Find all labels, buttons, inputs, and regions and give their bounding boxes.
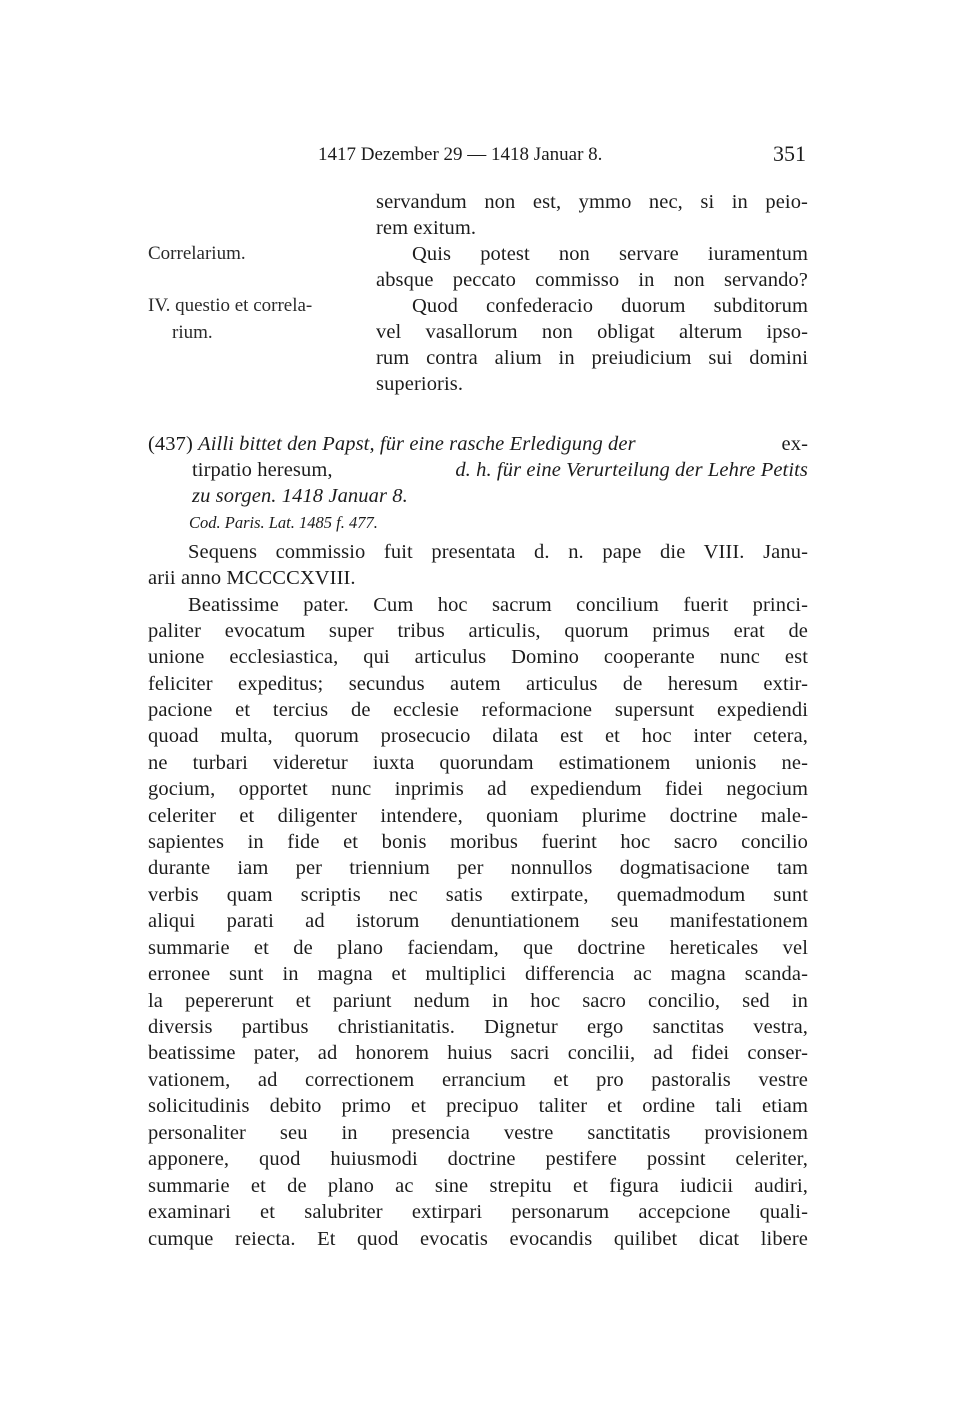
text-line: beatissime pater, ad honorem huius sacri concilii, ad fidei conser- <box>148 1042 808 1064</box>
text-line: aliqui parati ad istorum denuntiationem seu manifestationem <box>148 910 808 932</box>
text-line: erronee sunt in magna et multiplici differencia ac magna scanda- <box>148 963 808 985</box>
text-line: feliciter expeditus; secundus autem articulus de heresum extir- <box>148 673 808 695</box>
text-line: ne turbari videretur iuxta quorundam estimationem unionis ne- <box>148 752 808 774</box>
text-line: pacione et tercius de ecclesie reformacione supersunt expediendi <box>148 699 808 721</box>
text-line: Quis potest non servare iuramentum <box>412 243 808 265</box>
text-line: la pepererunt et pariunt nedum in hoc sacro concilio, sed in <box>148 990 808 1012</box>
margin-note-questio-cont: rium. <box>172 322 213 343</box>
text-line: superioris. <box>376 373 464 395</box>
text-line: personaliter seu in presencia vestre sanctitatis provisionem <box>148 1122 808 1144</box>
text-line: Sequens commissio fuit presentata d. n. pape die VIII. Janu- <box>188 541 808 563</box>
text-line: durante iam per triennium per nonnullos dogmatisacione tam <box>148 857 808 879</box>
source-reference: Cod. Paris. Lat. 1485 f. 477. <box>189 513 378 532</box>
text-line: examinari et salubriter extirpari personarum accepcione quali- <box>148 1201 808 1223</box>
entry-title-cont: d. h. für eine Verurteilung der Lehre Petits <box>455 459 808 481</box>
text-line: sapientes in fide et bonis moribus fuerint hoc sacro concilio <box>148 831 808 853</box>
text-line: servandum non est, ymmo nec, si in peio- <box>376 191 808 213</box>
margin-note-correlarium: Correlarium. <box>148 243 246 264</box>
text-line: rum contra alium in preiudicium sui domini <box>376 347 808 369</box>
text-line: summarie et de plano faciendam, que doctrine hereticales vel <box>148 937 808 959</box>
text-line: celeriter et diligenter intendere, quoniam plurime doctrine male- <box>148 805 808 827</box>
heading-line <box>192 459 808 482</box>
text-line: absque peccato commisso in non servando? <box>376 269 808 291</box>
text-line: summarie et de plano ac sine strepitu et figura iudicii audiri, <box>148 1175 808 1197</box>
page-number: 351 <box>773 141 806 166</box>
text-line: vel vasallorum non obligat alterum ipso- <box>376 321 808 343</box>
text-line: Beatissime pater. Cum hoc sacrum concilium fuerit princi- <box>188 594 808 616</box>
text-line: quoad multa, quorum prosecucio dilata est et hoc inter cetera, <box>148 725 808 747</box>
text-line: arii anno MCCCCXVIII. <box>148 567 356 589</box>
text-line: solicitudinis debito primo et precipuo taliter et ordine tali etiam <box>148 1095 808 1117</box>
entry-title: Ailli bittet den Papst, für eine rasche Erledigung der <box>198 433 636 455</box>
text-line: Quod confederacio duorum subditorum <box>412 295 808 317</box>
entry-title-hyphen: ex- <box>781 433 808 455</box>
text-line: apponere, quod huiusmodi doctrine pestifere possint celeriter, <box>148 1148 808 1170</box>
text-line: rem exitum. <box>376 217 477 239</box>
text-line: gocium, opportet nunc inprimis ad expediendum fidei negocium <box>148 778 808 800</box>
text-line: verbis quam scriptis nec satis extirpate, quemadmodum sunt <box>148 884 808 906</box>
entry-title-latin: tirpatio heresum, <box>192 459 333 481</box>
text-line: paliter evocatum super tribus articulis, quorum primus erat de <box>148 620 808 642</box>
text-line: diversis partibus christianitatis. Dignetur ergo sanctitas vestra, <box>148 1016 808 1038</box>
entry-number: (437) <box>148 433 193 455</box>
entry-title-date: zu sorgen. 1418 Januar 8. <box>192 485 408 507</box>
margin-note-questio: IV. questio et correla- <box>148 295 313 316</box>
text-line: unione ecclesiastica, qui articulus Domino cooperante nunc est <box>148 646 808 668</box>
running-header: 1417 Dezember 29 — 1418 Januar 8. <box>318 144 603 165</box>
heading-line <box>148 433 808 456</box>
text-line: cumque reiecta. Et quod evocatis evocandis quilibet dicat libere <box>148 1228 808 1250</box>
text-line: vationem, ad correctionem errancium et pro pastoralis vestre <box>148 1069 808 1091</box>
